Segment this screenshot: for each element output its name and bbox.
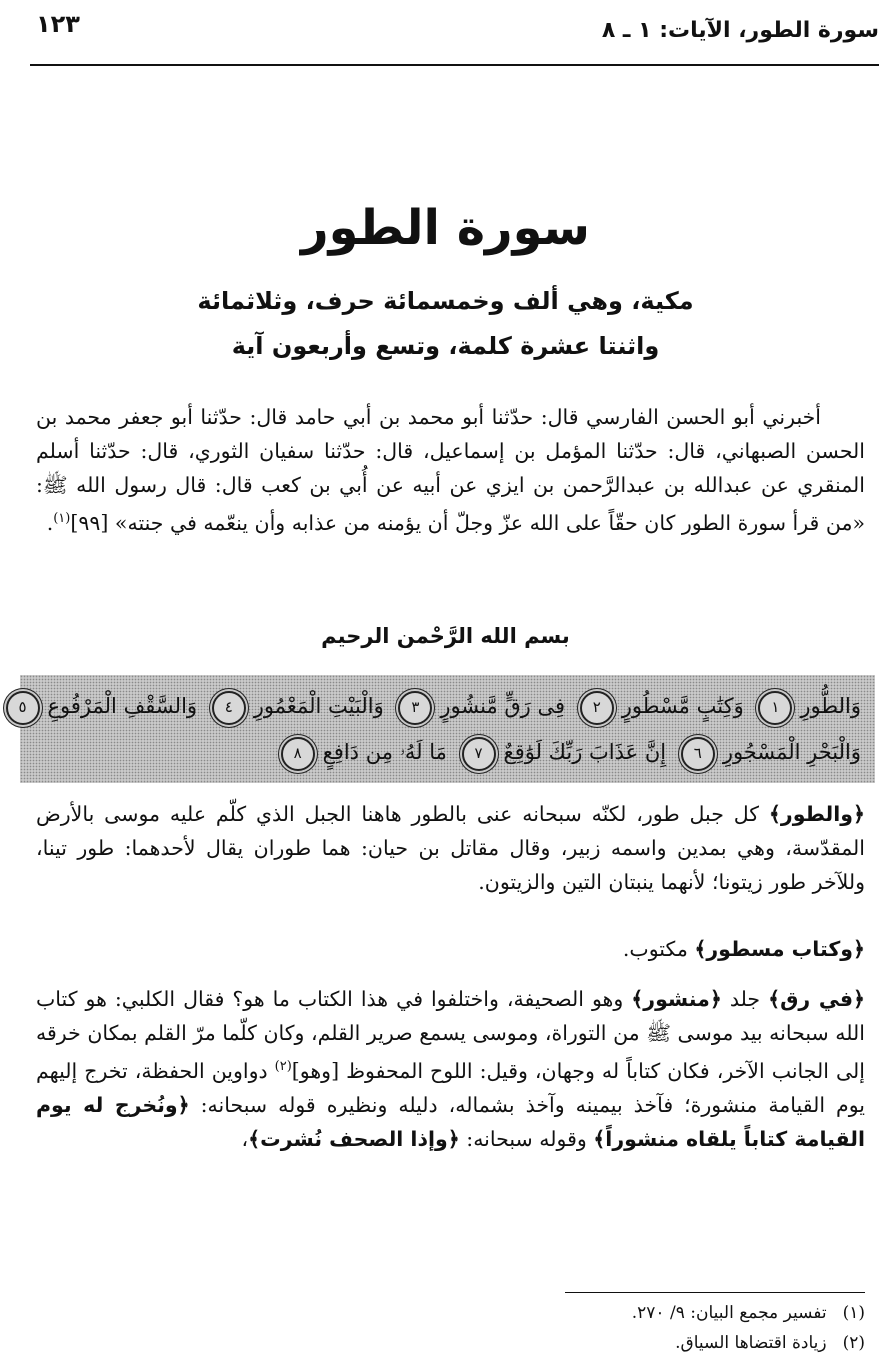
- verse-text: وَالطُّورِ: [800, 694, 861, 718]
- quran-term-tur: ﴿والطور﴾: [768, 802, 865, 826]
- commentary-raqq-text-1: جلد: [721, 987, 769, 1011]
- surah-title: سورة الطور: [301, 200, 590, 256]
- footnote-2: [36, 1330, 865, 1356]
- ayah-number-marker: ٣: [398, 691, 432, 725]
- verse-text: إِنَّ عَذَابَ رَبِّكَ لَوَٰقِعٌ: [503, 740, 667, 764]
- verse-text: وَالسَّقْفِ الْمَرْفُوعِ: [47, 694, 198, 718]
- quran-verses-box: [20, 675, 875, 783]
- footnote-ref-2: (٢): [274, 1059, 292, 1074]
- ayah-number-marker: ٦: [681, 737, 715, 771]
- commentary-tur-text: كل جبل طور، لكنّه سبحانه عنى بالطور هاهنا الجبل الذي كلّم عليه موسى بالأرض المقدّسة، وهي بمدين واسمه زبير، وقال مقاتل بن حيان: هما طوران يقال لأحدهما: طور تينا، وللآخر طور زيتونا؛ لأنهما ينبتان التين والزيتون.: [36, 802, 865, 894]
- quran-term-suhuf: ﴿وإذا الصحف نُشرت﴾: [248, 1126, 460, 1151]
- ayah-number-marker: ٥: [6, 691, 40, 725]
- footnote-ref-1: (١): [53, 511, 71, 526]
- running-head: سورة الطور، الآيات: ١ ـ ٨: [601, 18, 879, 43]
- isnad-end: .: [46, 510, 54, 535]
- verse-line-1: [18, 683, 861, 729]
- commentary-kitab-text: مكتوب.: [622, 937, 695, 961]
- commentary-raqq-text-4: وقوله سبحانه:: [459, 1126, 594, 1151]
- footnote-divider: [565, 1292, 865, 1293]
- commentary-raqq: [36, 982, 865, 1156]
- footnote-1-text: تفسير مجمع البيان: ٩/ ٢٧٠.: [631, 1303, 827, 1323]
- commentary-raqq-text-2: وهو الصحيفة، واختلفوا في هذا الكتاب ما هو؟ فقال الكلبي: هو كتاب الله سبحانه بيد موسى ﷺ من التوراة، وموسى يسمع صرير القلم، وكان كلّما مرّ القلم بمكان خرقه إلى الجانب الآخر، فكان كتاباً له وجهان، وقيل: اللوح المحفوظ [وهو]: [36, 987, 865, 1083]
- quran-term-raqq: ﴿في رق﴾: [768, 987, 866, 1011]
- page-header: [30, 6, 879, 66]
- verse-line-2: [34, 729, 861, 775]
- verse-text: وَالْبَحْرِ الْمَسْجُورِ: [722, 740, 861, 764]
- footnote-1-number: (١): [842, 1303, 865, 1323]
- basmala: بسم الله الرَّحْمن الرحيم: [321, 624, 570, 648]
- commentary-kitab: [36, 932, 865, 966]
- ayah-number-marker: ٨: [281, 737, 315, 771]
- isnad-paragraph: [36, 400, 865, 540]
- commentary-tur: [36, 797, 865, 899]
- verse-text: مَا لَهُۥ مِن دَافِعٍ: [322, 740, 447, 764]
- ayah-number-marker: ٤: [212, 691, 246, 725]
- isnad-text: أخبرني أبو الحسن الفارسي قال: حدّثنا أبو محمد بن أبي حامد قال: حدّثنا أبو جعفر محمد بن الحسن الصبهاني، قال: حدّثنا المؤمل بن إسماعيل، قال: حدّثنا سفيان الثوري، قال: حدّثنا أسلم المنقري عن عبدالله بن عبدالرَّحمن بن ايزي عن أبيه عن أُبي بن كعب قال: قال رسول الله ﷺ: «من قرأ سورة الطور كان حقّاً على الله عزّ وجلّ أن يؤمنه من عذابه وأن ينعّمه في جنته» [٩٩]: [36, 405, 865, 535]
- surah-info-line-2: واثنتا عشرة كلمة، وتسع وأربعون آية: [231, 332, 660, 360]
- quran-term-nukhrij: ﴿ونُخرج له يوم القيامة كتاباً يلقاه منشوراً﴾: [36, 1092, 865, 1151]
- footnote-2-number: (٢): [842, 1333, 865, 1353]
- page-number: ١٢٣: [36, 10, 80, 38]
- verse-text: وَكِتَٰبٍ مَّسْطُورٍ: [621, 694, 744, 718]
- ayah-number-marker: ٢: [580, 691, 614, 725]
- footnote-2-text: زيادة اقتضاها السياق.: [675, 1333, 827, 1353]
- verse-text: فِى رَقٍّ مَّنشُورٍ: [440, 694, 566, 718]
- ayah-number-marker: ٧: [462, 737, 496, 771]
- footnote-1: [36, 1300, 865, 1326]
- surah-info-line-1: مكية، وهي ألف وخمسمائة حرف، وثلاثمائة: [197, 287, 694, 315]
- quran-term-kitab: ﴿وكتاب مسطور﴾: [694, 937, 865, 961]
- commentary-raqq-text-3: دواوين الحفظة، تخرج إليهم يوم القيامة منشورة؛ فآخذ بيمينه وآخذ بشماله، دليله ونظيره قوله سبحانه:: [36, 1058, 865, 1117]
- commentary-raqq-text-5: ،: [241, 1126, 249, 1151]
- verse-text: وَالْبَيْتِ الْمَعْمُورِ: [253, 694, 384, 718]
- quran-term-manshur: ﴿منشور﴾: [631, 987, 722, 1011]
- ayah-number-marker: ١: [758, 691, 792, 725]
